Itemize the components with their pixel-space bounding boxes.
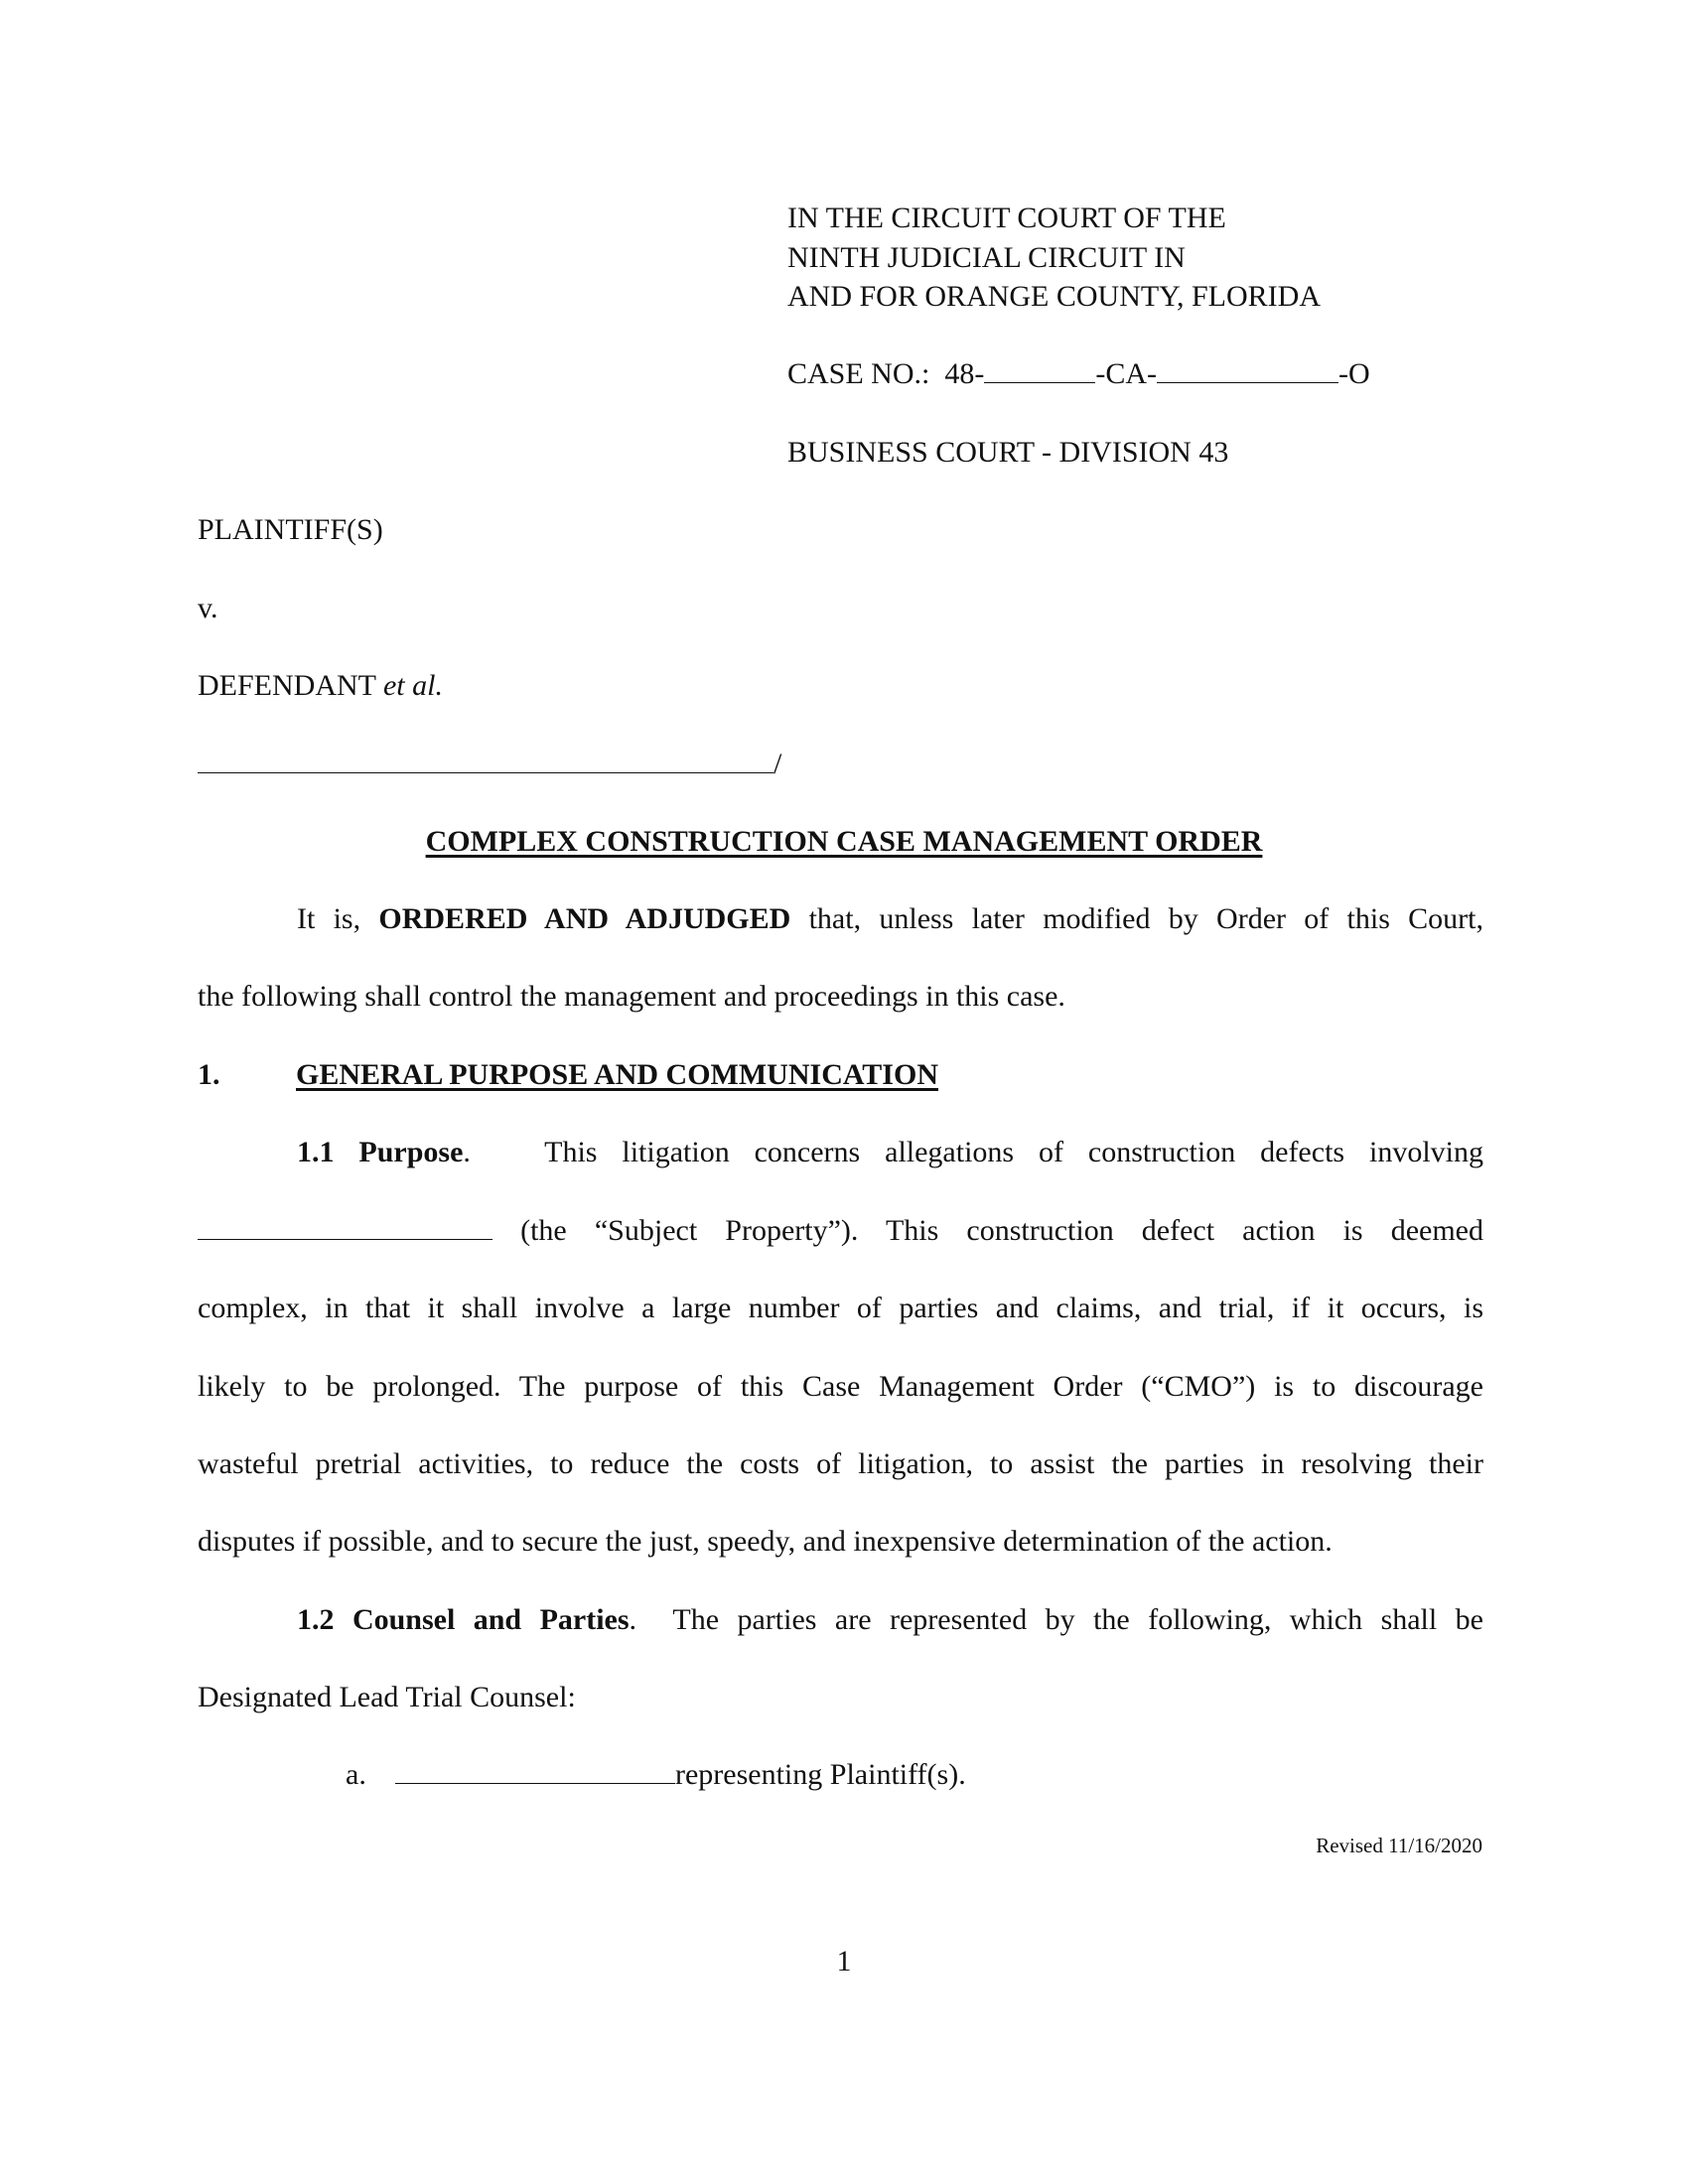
- defendant-line: [198, 666, 443, 705]
- intro-rest: that, unless later modified by Order of this Court,: [808, 902, 1484, 935]
- item-a-text: representing Plaintiff(s).: [675, 1758, 966, 1791]
- defendant-label: DEFENDANT: [198, 669, 376, 702]
- item-a-line: [395, 1755, 966, 1794]
- purpose-line-3: complex, in that it shall involve a large number of parties and claims, and trial, if it occurs, is: [198, 1292, 1483, 1324]
- versus-label: v.: [198, 592, 218, 624]
- section-1-number: 1.: [198, 1058, 220, 1091]
- order-title: COMPLEX CONSTRUCTION CASE MANAGEMENT ORDER: [425, 825, 1263, 858]
- caption-rule-line: [198, 745, 781, 783]
- counsel-label: 1.2 Counsel and Parties: [297, 1603, 630, 1636]
- caption-slash: /: [774, 748, 782, 780]
- court-line-1: IN THE CIRCUIT COURT OF THE: [787, 202, 1226, 234]
- et-al: et al.: [382, 669, 443, 702]
- purpose-text-1: This litigation concerns allegations of construction defects involving: [544, 1136, 1483, 1168]
- revised-date: Revised 11/16/2020: [1316, 1834, 1482, 1857]
- case-no-prefix: 48-: [944, 357, 985, 390]
- purpose-label: 1.1 Purpose: [297, 1136, 464, 1168]
- court-line-2: NINTH JUDICIAL CIRCUIT IN: [787, 241, 1186, 274]
- counsel-line-1: 1.2 Counsel and Parties. The parties are represented by the following, which shall be: [297, 1603, 1483, 1636]
- plaintiff-label: PLAINTIFF(S): [198, 513, 383, 546]
- item-a-blank: [395, 1756, 675, 1784]
- case-no-label: CASE NO.:: [787, 357, 930, 390]
- subject-property-blank: [198, 1212, 492, 1240]
- purpose-line-5: wasteful pretrial activities, to reduce the costs of litigation, to assist the parties in resolving their: [198, 1447, 1483, 1480]
- intro-line-1: [198, 899, 1483, 938]
- intro-line-2: the following shall control the management and proceedings in this case.: [198, 980, 1065, 1013]
- purpose-line-2: [198, 1211, 1483, 1250]
- page-number: 1: [836, 1945, 852, 1978]
- case-no-blank-2: [1157, 355, 1338, 383]
- court-line-3: AND FOR ORANGE COUNTY, FLORIDA: [787, 280, 1321, 313]
- item-a-marker: a.: [346, 1758, 366, 1791]
- case-no-blank-1: [984, 355, 1095, 383]
- case-no-suffix: -O: [1338, 357, 1370, 390]
- intro-ordered: ORDERED AND ADJUDGED: [378, 902, 791, 935]
- counsel-line-2: Designated Lead Trial Counsel:: [198, 1681, 576, 1713]
- counsel-text-1: The parties are represented by the following, which shall be: [672, 1603, 1483, 1636]
- caption-rule: [198, 746, 774, 773]
- case-number-line: [787, 354, 1370, 393]
- section-1-heading: GENERAL PURPOSE AND COMMUNICATION: [296, 1058, 938, 1091]
- intro-lead: It is,: [297, 902, 361, 935]
- purpose-line-6: disputes if possible, and to secure the just, speedy, and inexpensive determination of the action.: [198, 1525, 1333, 1558]
- case-no-mid: -CA-: [1095, 357, 1158, 390]
- purpose-text-2: (the “Subject Property”). This construction defect action is deemed: [520, 1214, 1483, 1247]
- purpose-line-4: likely to be prolonged. The purpose of this Case Management Order (“CMO”) is to discourage: [198, 1370, 1483, 1403]
- purpose-line-1: 1.1 Purpose. This litigation concerns allegations of construction defects involving: [297, 1136, 1483, 1168]
- division-line: BUSINESS COURT - DIVISION 43: [787, 436, 1229, 469]
